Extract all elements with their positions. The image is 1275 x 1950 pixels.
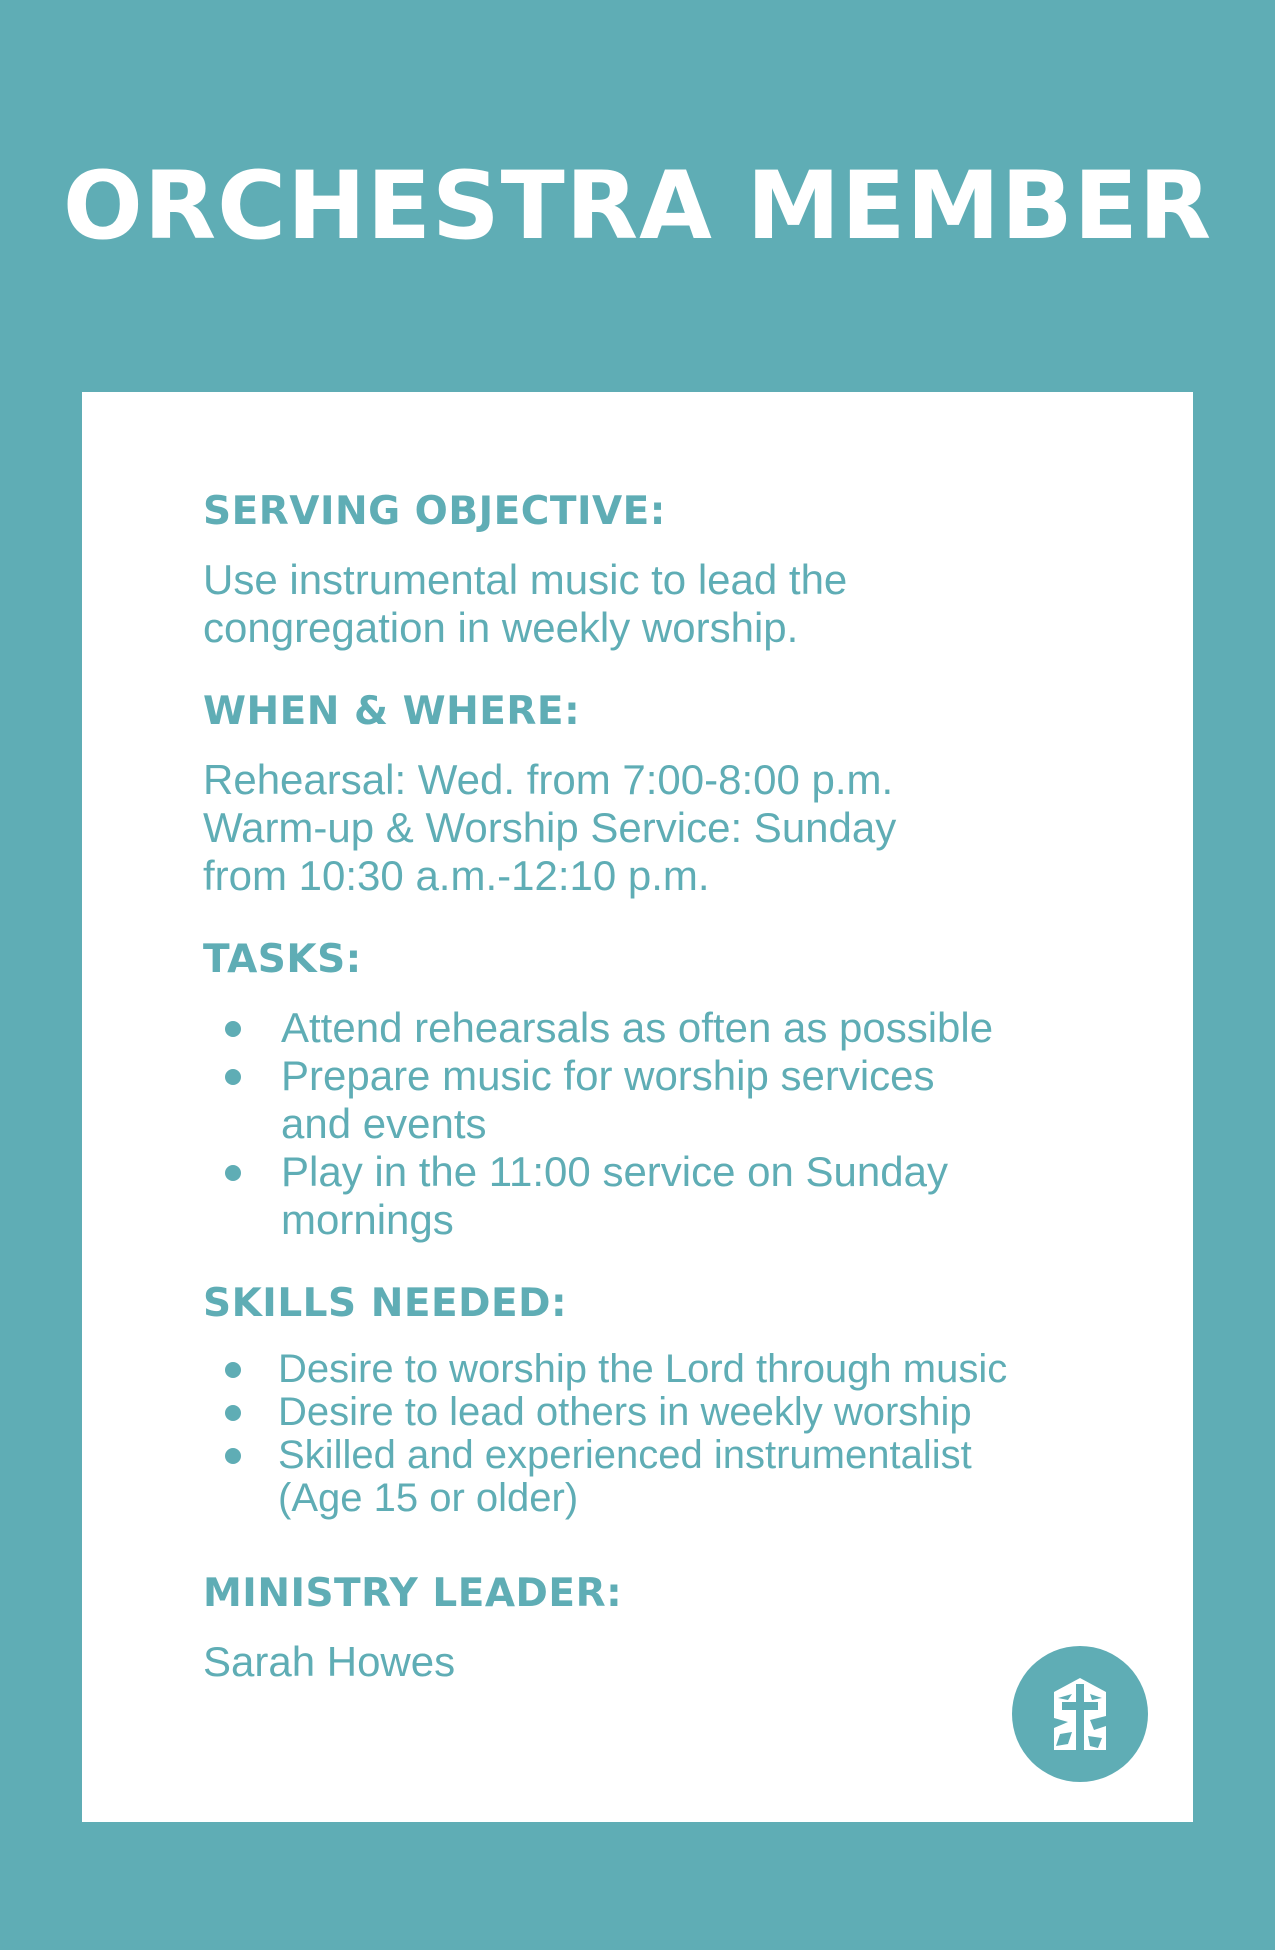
skills-heading: SKILLS NEEDED: xyxy=(203,1281,568,1326)
list-item xyxy=(203,1052,1163,1148)
bullet-icon xyxy=(225,1069,241,1085)
skill-text: Desire to worship the Lord through music xyxy=(278,1347,1008,1391)
task-text: Attend rehearsals as often as possible xyxy=(281,1004,994,1051)
when-where-text: Rehearsal: Wed. from 7:00-8:00 p.m. Warm-up & Worship Service: Sunday from 10:30 a.m.-12:10 p.m. xyxy=(203,756,897,899)
when-where-heading: WHEN & WHERE: xyxy=(203,689,581,734)
bullet-icon xyxy=(225,1362,241,1378)
list-item xyxy=(203,1434,1163,1520)
skills-list xyxy=(203,1348,1163,1520)
role-details xyxy=(203,488,1163,1686)
list-item xyxy=(203,1391,1163,1434)
skill-text: Skilled and experienced instrumentalist (Age 15 or older) xyxy=(278,1433,972,1520)
list-item xyxy=(203,1004,1163,1052)
bullet-icon xyxy=(225,1448,241,1464)
skill-text: Desire to lead others in weekly worship xyxy=(278,1390,972,1434)
list-item xyxy=(203,1348,1163,1391)
objective-text: Use instrumental music to lead the congregation in weekly worship. xyxy=(203,556,848,651)
bullet-icon xyxy=(225,1405,241,1421)
objective-heading: SERVING OBJECTIVE: xyxy=(203,489,666,534)
role-card xyxy=(82,392,1193,1822)
leader-heading: MINISTRY LEADER: xyxy=(203,1571,623,1616)
tasks-list xyxy=(203,1004,1163,1244)
page-title: ORCHESTRA MEMBER xyxy=(62,152,1213,261)
task-text: Play in the 11:00 service on Sunday mornings xyxy=(281,1148,948,1243)
bullet-icon xyxy=(225,1165,241,1181)
church-logo xyxy=(1012,1646,1148,1782)
task-text: Prepare music for worship services and events xyxy=(281,1052,935,1147)
list-item xyxy=(203,1148,1163,1244)
bullet-icon xyxy=(225,1021,241,1037)
leader-name: Sarah Howes xyxy=(203,1638,456,1685)
tasks-heading: TASKS: xyxy=(203,937,362,982)
church-cross-mosaic-icon xyxy=(1046,1676,1114,1752)
